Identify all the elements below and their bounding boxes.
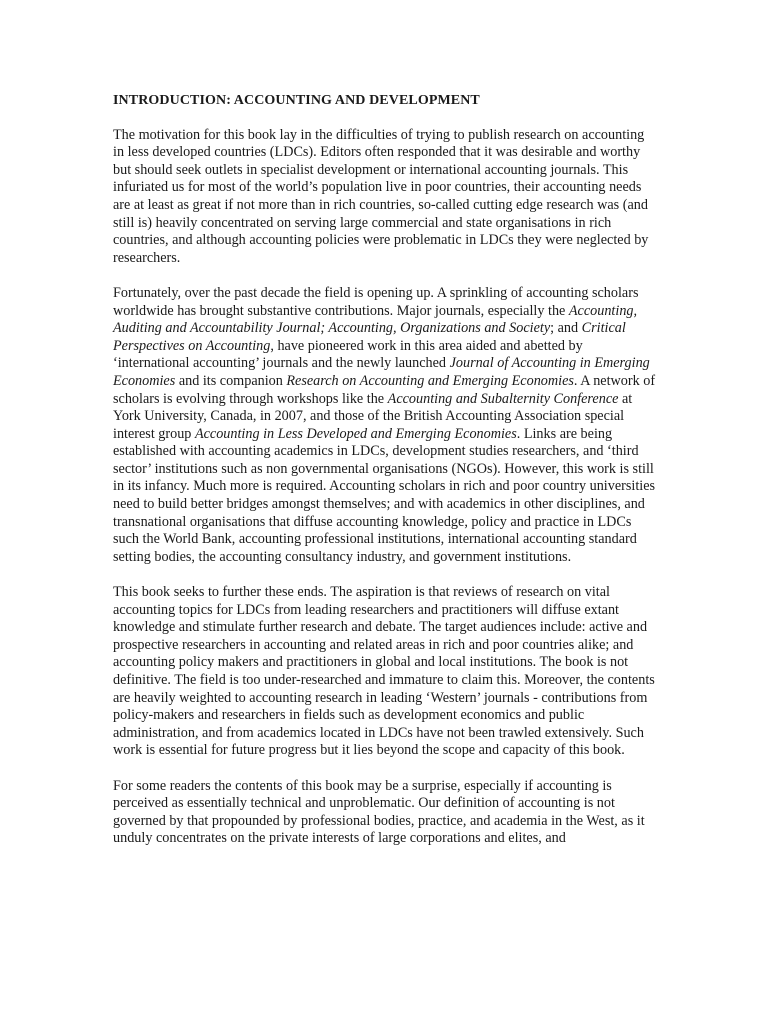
text-run: and its companion xyxy=(175,372,287,389)
group-title-italic: Accounting in Less Developed and Emerging Economies xyxy=(194,425,517,442)
journal-title-italic: Critical Perspectives on Accounting xyxy=(113,320,626,354)
paragraph-readers: For some readers the contents of this book may be a surprise, especially if accounting is perceived as essentially technical and unproblematic. Our definition of accounting is not governed by that propounded by professional bodies, practice, and academia in the West, as it unduly concentrates on the private interests of large corporations and elites, and xyxy=(113,777,645,847)
journal-title-italic: Journal of Accounting in Emerging Economies xyxy=(113,355,650,389)
paragraph-field-opening xyxy=(113,285,658,567)
text-run: at York University, Canada, in 2007, and those of the British Accounting Association special interest group xyxy=(113,390,633,442)
paragraph-motivation: The motivation for this book lay in the difficulties of trying to publish research on accounting in less developed countries (LDCs). Editors often responded that it was desirable and worthy but should seek outlets in specialist development or international accounting journals. This infuriated us for most of the world’s population live in poor countries, their accounting needs are at least as great if not more than in rich countries, so-called cutting edge research was (and still is) heavily concentrated on serving large commercial and state organisations in rich countries, and although accounting policies were problematic in LDCs they were neglected by researchers. xyxy=(113,126,649,266)
text-run: , have pioneered work in this area aided and abetted by ‘international accounting’ journals and the newly launched xyxy=(113,337,583,372)
paragraph-book-aims: This book seeks to further these ends. The aspiration is that reviews of research on vital accounting topics for LDCs from leading researchers and practitioners will diffuse extant knowledge and stimulate further research and debate. The target audiences include: active and prospective researchers in accounting and related areas in rich and poor countries alike; and accounting policy makers and practitioners in global and local institutions. The book is not definitive. The field is too under-researched and immature to claim this. Moreover, the contents are heavily weighted to accounting research in leading ‘Western’ journals - contributions from policy-makers and researchers in fields such as development economics and public administration, and from academics located in LDCs have not been trawled extensively. Such work is essential for future progress but it lies beyond the scope and capacity of this book. xyxy=(113,584,655,759)
document-title: INTRODUCTION: ACCOUNTING AND DEVELOPMENT xyxy=(113,93,480,108)
text-run: ; and xyxy=(550,320,582,337)
journal-title-italic: Accounting, Auditing and Accountability Journal; Accounting, Organizations and Society xyxy=(113,302,638,337)
text-run: . A network of scholars is evolving through workshops like the xyxy=(113,372,656,407)
text-run: Fortunately, over the past decade the field is opening up. A sprinkling of accounting scholars worldwide has brought substantive contributions. Major journals, especially the xyxy=(113,284,639,319)
conference-title-italic: Accounting and Subalternity Conference xyxy=(387,390,619,407)
text-run: . Links are being established with accounting academics in LDCs, development studies researchers, and ‘third sector’ institutions such as non governmental organisations (NGOs). However, this work is still in its infancy. Much more is required. Accounting scholars in rich and poor country universities need to build better bridges amongst themselves; and with academics in other disciplines, and transnational organisations that diffuse accounting knowledge, policy and practice in LDCs such the World Bank, accounting professional institutions, international accounting standard setting bodies, the accounting consultancy industry, and government institutions. xyxy=(113,425,656,565)
journal-title-italic: Research on Accounting and Emerging Economies xyxy=(286,372,574,389)
document-page xyxy=(113,92,658,866)
